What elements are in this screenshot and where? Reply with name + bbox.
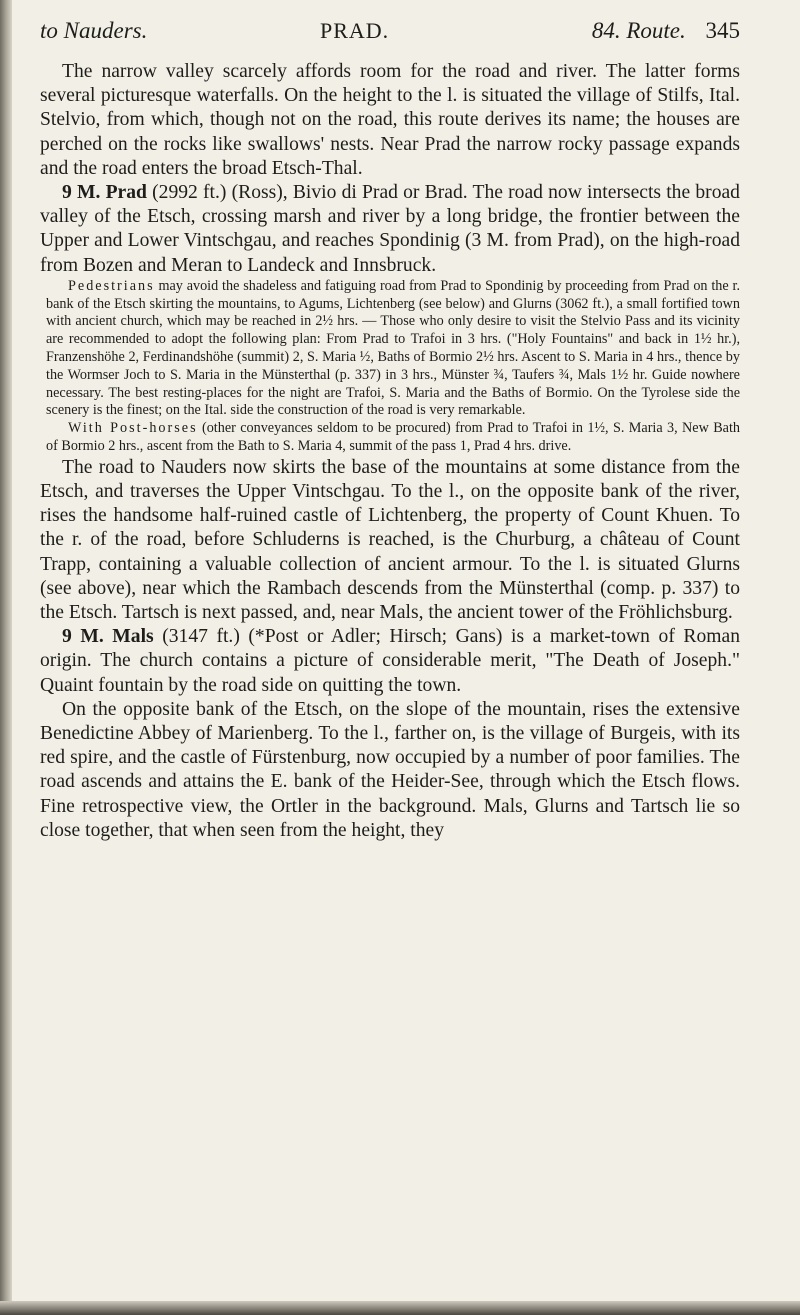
page-body (40, 60, 740, 843)
running-head-right (592, 18, 740, 44)
paragraph-marienberg: On the opposite bank of the Etsch, on the slope of the mountain, rises the extensive Benedictine Abbey of Marienberg. To the l., farther on, is the village of Burgeis, with its red spire, and the castle of Fürstenburg, now occupied by a number of poor families. The road ascends and attains the E. bank of the Heider-See, through which the Etsch flows. Fine retrospective view, the Ortler in the background. Mals, Glurns and Tartsch lie so close together, that when seen from the height, they (40, 698, 740, 841)
paragraph-nauders-road: The road to Nauders now skirts the base of the mountains at some distance from the Etsch, and traverses the Upper Vintschgau. To the l., on the opposite bank of the river, rises the handsome half-ruined castle of Lichtenberg, the property of Count Khuen. To the r. of the road, before Schluderns is reached, is the Churburg, a château of Count Trapp, containing a valuable collection of ancient armour. To the l. is situated Glurns (see above), near which the Rambach descends from the Münsterthal (comp. p. 337) to the Etsch. Tartsch is next passed, and, near Mals, the ancient tower of the Fröhlichsburg. (40, 456, 740, 624)
pedestrians-text: may avoid the shadeless and fatiguing road from Prad to Spondinig by proceeding from Prad on the r. bank of the Etsch skirting the mountains, to Agums, Lichtenberg (see below) and Glurns (3062 ft.), a small fortified town with ancient church, which may be reached in 2½ hrs. — Those who only desire to visit the Stelvio Pass and its vicinity are recommended to adopt the following plan: From Prad to Trafoi in 3 hrs. ("Holy Fountains" and back in 1½ hr.), Franzenshöhe 2, Ferdinandshöhe (summit) 2, S. Maria ½, Baths of Bormio 2½ hrs. Ascent to S. Maria in 4 hrs., thence by the Wormser Joch to S. Maria in the Münsterthal (p. 337) in 3 hrs., Münster ¾, Taufers ¾, Mals 1½ hr. Guide nowhere necessary. The best resting-places for the night are Trafoi, S. Maria and the Baths of Bormio. On the Tyrolese side the scenery is the finest; on the Ital. side the construction of the road is very remarkable. (46, 277, 740, 419)
paragraph-mals (40, 625, 740, 698)
note-pedestrians (40, 278, 740, 420)
page-bottom-edge (0, 1301, 800, 1315)
running-head (40, 14, 740, 54)
pedestrians-lead: Pedestrians (68, 277, 155, 294)
running-head-left: to Nauders. (40, 18, 148, 43)
route-label: 84. Route. (591, 18, 686, 43)
page-number: 345 (705, 18, 740, 43)
book-gutter-shadow (0, 0, 12, 1315)
running-head-center: PRAD. (320, 18, 390, 43)
paragraph-prad (40, 181, 740, 278)
prad-heading: 9 M. Prad (62, 182, 147, 204)
post-horses-lead: With Post-horses (68, 420, 198, 437)
mals-text: (3147 ft.) (*Post or Adler; Hirsch; Gans) is a market-town of Roman origin. The church contains a picture of considerable merit, "The Death of Joseph." Quaint fountain by the road side on quitting the town. (40, 626, 740, 696)
note-post-horses (40, 420, 740, 456)
post-horses-text: (other conveyances seldom to be procured) from Prad to Trafoi in 1½, S. Maria 3, New Bath of Bormio 2 hrs., ascent from the Bath to S. Maria 4, summit of the pass 1, Prad 4 hrs. drive. (46, 420, 740, 454)
mals-heading: 9 M. Mals (62, 626, 154, 648)
paragraph-1: The narrow valley scarcely affords room for the road and river. The latter forms several picturesque waterfalls. On the height to the l. is situated the village of Stilfs, Ital. Stelvio, from which, though not on the road, this route derives its name; the houses are perched on the rocks like swallows' nests. Near Prad the narrow rocky passage expands and the road enters the broad Etsch-Thal. (40, 61, 740, 179)
book-page (40, 14, 740, 843)
prad-text: (2992 ft.) (Ross), Bivio di Prad or Brad. The road now intersects the broad valley of the Etsch, crossing marsh and river by a long bridge, the frontier between the Upper and Lower Vintschgau, and reaches Spondinig (3 M. from Prad), on the high-road from Bozen and Meran to Landeck and Innsbruck. (40, 182, 740, 276)
